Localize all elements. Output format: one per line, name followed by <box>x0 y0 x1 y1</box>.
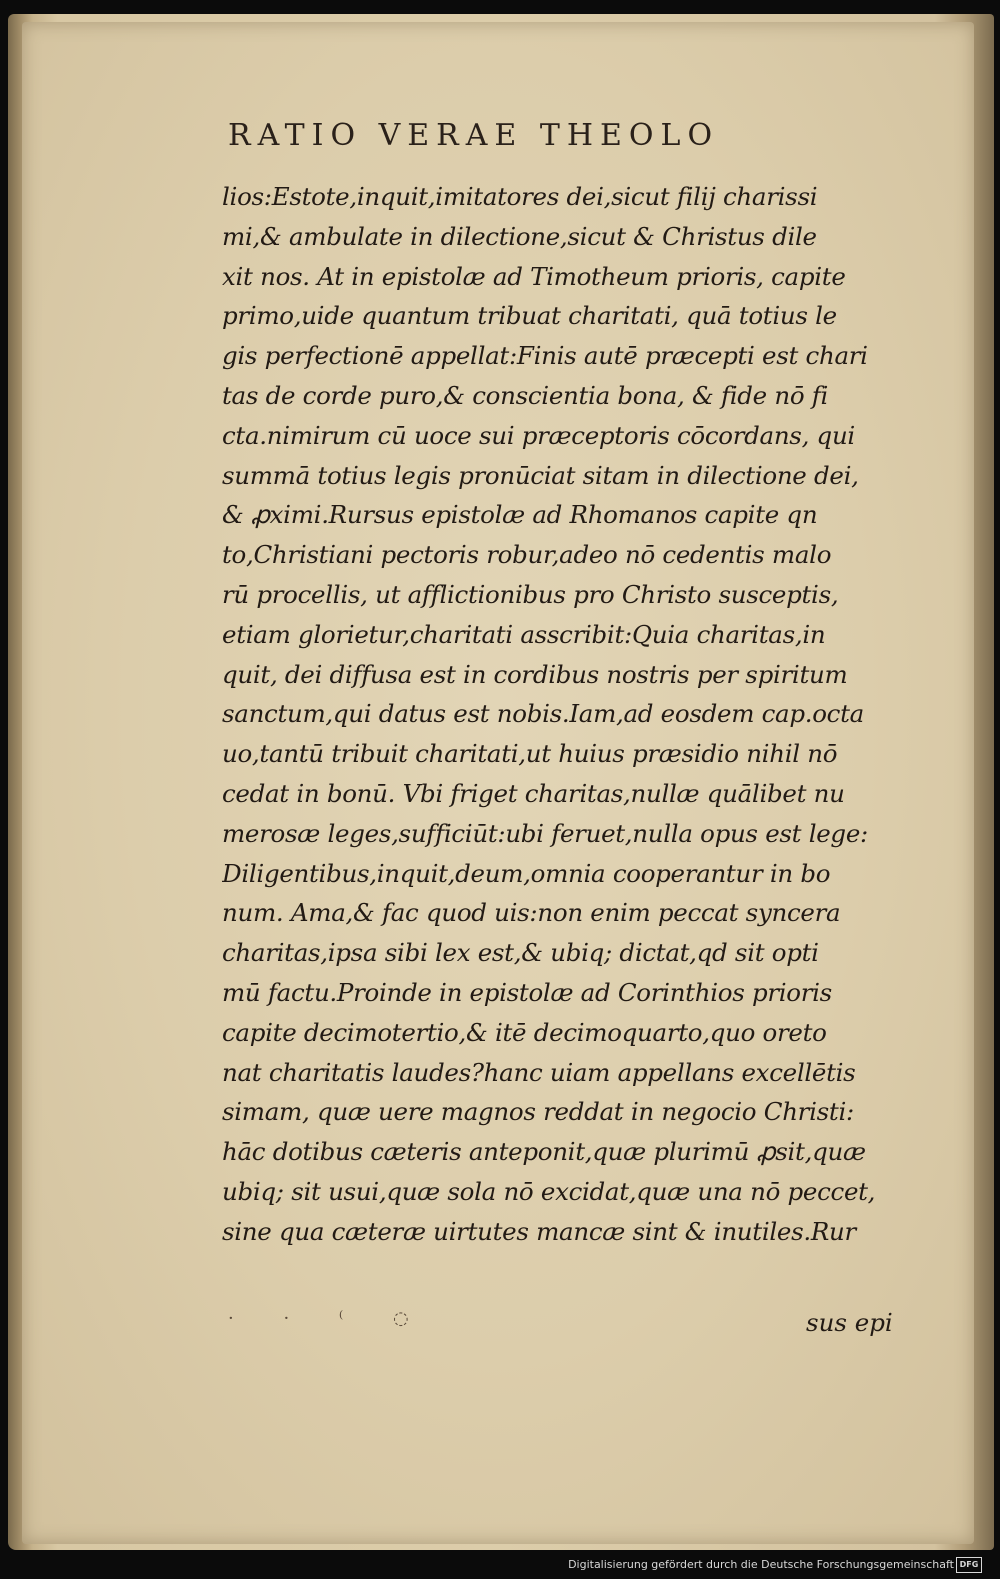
text-line: lios:Estote,inquit,imitatores dei,sicut filij charissi <box>222 182 818 211</box>
text-line: ubiq; sit usui,quæ sola nō excidat,quæ una nō peccet, <box>222 1176 876 1206</box>
text-line: merosæ leges,sufficiūt:ubi feruet,nulla opus est lege: <box>222 818 868 848</box>
funding-credit: Digitalisierung gefördert durch die Deutsche Forschungsgemeinschaft <box>568 1558 954 1571</box>
text-line: charitas,ipsa sibi lex est,& ubiq; dictat,qd sit opti <box>222 938 819 968</box>
text-line: nat charitatis laudes?hanc uiam appellans excellētis <box>222 1057 856 1087</box>
text-line: primo,uide quantum tribuat charitati, quā totius le <box>222 301 837 331</box>
ink-marks: · · ⁽ ◌ <box>228 1308 431 1329</box>
text-line: rū procellis, ut afflictionibus pro Christo susceptis, <box>222 579 839 609</box>
text-line: uo,tantū tribuit charitati,ut huius præsidio nihil nō <box>222 739 838 769</box>
text-line: sine qua cæteræ uirtutes mancæ sint & inutiles.Rur <box>222 1216 856 1246</box>
text-line: to,Christiani pectoris robur,adeo nō cedentis malo <box>222 540 832 570</box>
text-line: quit, dei diffusa est in cordibus nostris per spiritum <box>222 659 848 689</box>
text-line: capite decimotertio,& itē decimoquarto,quo oreto <box>222 1017 827 1047</box>
text-block <box>222 177 922 1252</box>
text-line: etiam glorietur,charitati asscribit:Quia charitas,in <box>222 619 826 649</box>
text-line: & ꝓximi.Rursus epistolæ ad Rhomanos capite qn <box>222 500 818 530</box>
text-line: tas de corde puro,& conscientia bona, & fide nō fi <box>222 380 829 410</box>
text-line: summā totius legis pronūciat sitam in dilectione dei, <box>222 460 859 490</box>
text-line: num. Ama,& fac quod uis:non enim peccat syncera <box>222 898 841 928</box>
text-line: simam, quæ uere magnos reddat in negocio Christi: <box>222 1097 854 1127</box>
text-line: sanctum,qui datus est nobis.Iam,ad eosdem cap.octa <box>222 699 864 729</box>
catchword: sus epi <box>806 1308 893 1337</box>
text-line: gis perfectionē appellat:Finis autē præcepti est chari <box>222 341 868 371</box>
text-line: xit nos. At in epistolæ ad Timotheum prioris, capite <box>222 261 846 291</box>
text-line: Diligentibus,inquit,deum,omnia cooperantur in bo <box>222 858 831 888</box>
running-head: RATIO VERAE THEOLO <box>228 118 720 153</box>
text-line: hāc dotibus cæteris anteponit,quæ plurimū ꝓsit,quæ <box>222 1137 866 1167</box>
text-line: mū factu.Proinde in epistolæ ad Corinthios prioris <box>222 977 832 1007</box>
dfg-logo-icon: DFG <box>956 1557 982 1573</box>
text-line: mi,& ambulate in dilectione,sicut & Christus dile <box>222 221 817 251</box>
footer-bar <box>0 1551 1000 1579</box>
text-line: cedat in bonū. Vbi friget charitas,nullæ quālibet nu <box>222 778 845 808</box>
text-line: cta.nimirum cū uoce sui præceptoris cōcordans, qui <box>222 420 855 450</box>
